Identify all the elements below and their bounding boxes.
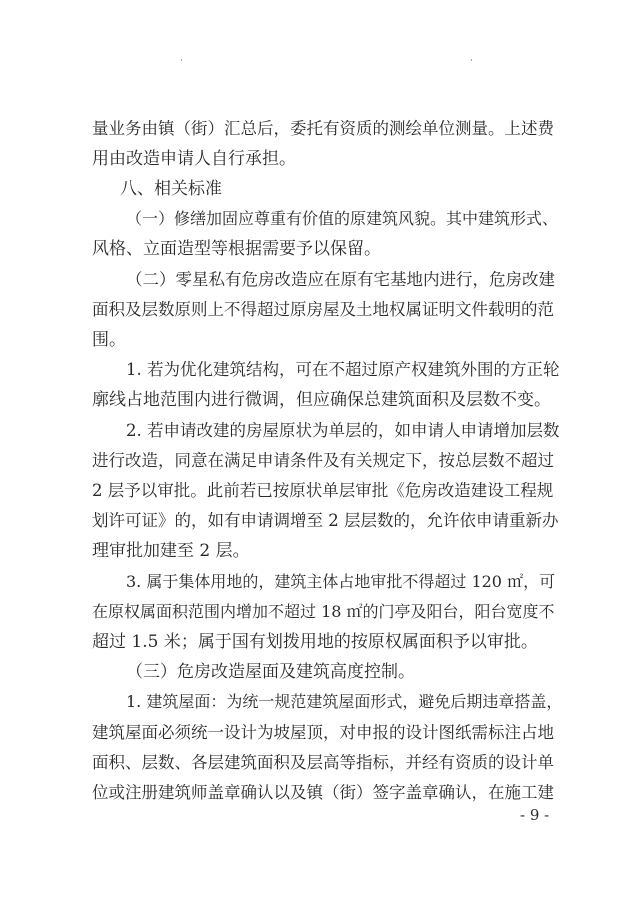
body-line: 风格、立面造型等根据需要予以保留。	[92, 239, 381, 259]
body-line: 围。	[92, 330, 126, 350]
body-line: （一）修缮加固应尊重有价值的原建筑风貌。其中建筑形式、	[126, 209, 559, 228]
page-number: - 9 -	[520, 806, 550, 824]
body-line: 2. 若申请改建的房屋原状为单层的，如申请人申请增加层数	[126, 421, 560, 440]
body-line: 划许可证》的，如有申请调增至 2 层层数的，允许依申请重新办	[92, 511, 559, 530]
header-mark-left: ‘	[180, 58, 183, 67]
section-heading: 八、相关标准	[120, 179, 222, 199]
body-line: 面积及层数原则上不得超过原房屋及土地权属证明文件载明的范	[92, 300, 554, 319]
body-line: 进行改造，同意在满足申请条件及有关规定下，按总层数不超过	[92, 451, 554, 470]
body-line: 超过 1.5 米；属于国有划拨用地的按原权属面积予以审批。	[92, 632, 538, 652]
body-line: （二）零星私有危房改造应在原有宅基地内进行，危房改建	[126, 270, 555, 289]
body-line: 2 层予以审批。此前若已按原状单层审批《危房改造建设工程规	[92, 481, 554, 500]
body-line: 在原权属面积范围内增加不超过 18 ㎡的门亭及阳台，阳台宽度不	[92, 602, 555, 621]
body-line: 理审批加建至 2 层。	[92, 541, 250, 561]
body-line: 用由改造申请人自行承担。	[92, 149, 296, 169]
body-line: 3. 属于集体用地的，建筑主体占地审批不得超过 120 ㎡，可	[126, 572, 556, 591]
body-line: 建筑屋面必须统一设计为坡屋顶，对申报的设计图纸需标注占地	[92, 723, 554, 742]
body-line: 位或注册建筑师盖章确认以及镇（街）签字盖章确认，在施工建	[92, 783, 554, 802]
body-line: 量业务由镇（街）汇总后，委托有资质的测绘单位测量。上述费	[92, 119, 554, 138]
body-line: 廓线占地范围内进行微调，但应确保总建筑面积及层数不变。	[92, 390, 551, 410]
body-line: 1. 若为优化建筑结构，可在不超过原产权建筑外围的方正轮	[126, 360, 560, 379]
body-line: 1. 建筑屋面：为统一规范建筑屋面形式，避免后期违章搭盖，	[126, 692, 563, 711]
body-line: （三）危房改造屋面及建筑高度控制。	[126, 662, 415, 682]
header-mark-right: ‘	[470, 58, 473, 67]
body-line: 面积、层数、各层建筑面积及层高等指标，并经有资质的设计单	[92, 753, 554, 772]
